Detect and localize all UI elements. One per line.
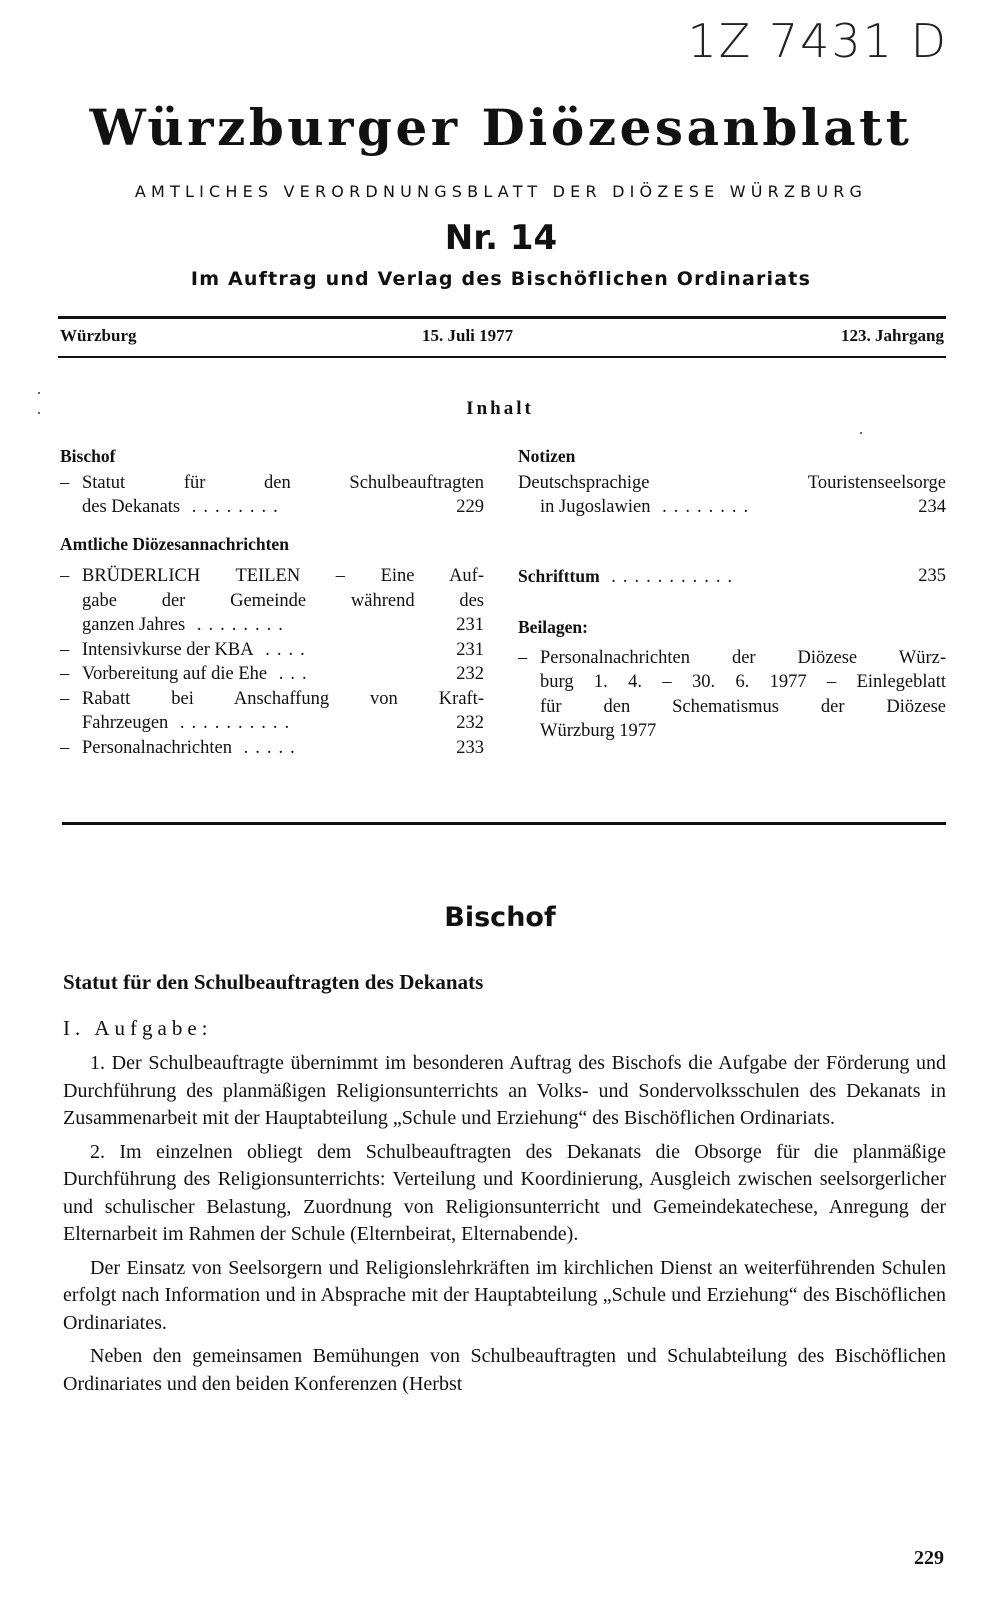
toc-entry: – BRÜDERLICH TEILEN – Eine Auf- <box>60 566 484 586</box>
dateline-place: Würzburg <box>60 326 137 345</box>
toc-page: 235 <box>918 565 946 586</box>
toc-entry: – Intensivkurse der KBA .... 231 <box>60 638 484 663</box>
publisher-line: Im Auftrag und Verlag des Bischöflichen Ordinariats <box>190 268 812 290</box>
dateline-date: 15. Juli 1977 <box>422 326 514 345</box>
issue-number: Nr. 14 <box>444 218 558 258</box>
article-body <box>63 1050 946 1404</box>
toc-group-heading: Schrifttum <box>518 565 600 586</box>
masthead-rule-top <box>58 316 946 319</box>
masthead-title: Würzburger Diözesanblatt <box>89 98 913 157</box>
toc-entry: Deutschsprachige Touristenseelsorge <box>518 472 946 493</box>
shelfmark-label: 1Z 7431 D <box>687 14 948 68</box>
toc-entry: – Rabatt bei Anschaffung von Kraft- <box>60 688 484 709</box>
toc-left-column: Bischof – Statut für den Schulbeauftragten des Dekanats ........ 229 Amtliche Diözesannachrichten – BRÜDERLICH TEILEN – Eine Auf- gabe der Gemeinde während des ganzen Jahres ........ 231 – Intensivkurse der KBA .... 231 – Vorbereitung auf die Ehe ... 232 – Rabatt bei Anschaffung von Kraft- Fahrzeugen .......... 232 – Personalnachrichten ..... 233 <box>60 444 484 760</box>
body-paragraph: Neben den gemeinsamen Bemühungen von Schulbeauftragten und Schulabteilung des Bischöflichen Ordinariates und den beiden Konferenzen (Herbst <box>63 1345 946 1395</box>
toc-page: 232 <box>456 713 484 733</box>
toc-entry: – Personalnachrichten der Diözese Würz- <box>518 647 946 668</box>
toc-entry: – Statut für den Schulbeauftragten <box>60 472 484 493</box>
toc-group-heading: Bischof <box>60 446 116 466</box>
toc-entry: – Vorbereitung auf die Ehe ... 232 <box>60 662 484 687</box>
toc-rule <box>62 822 946 825</box>
toc-group-heading: Notizen <box>518 446 576 466</box>
scan-speck <box>38 392 40 394</box>
article-subheading: I. Aufgabe: <box>63 1016 213 1040</box>
toc-entry: Schrifttum ........... 235 <box>518 565 946 587</box>
section-heading: Bischof <box>444 902 556 933</box>
toc-page: 231 <box>456 615 484 635</box>
page-number: 229 <box>914 1547 944 1569</box>
article-title: Statut für den Schulbeauftragten des Dekanats <box>63 970 484 994</box>
toc-entry: – Personalnachrichten ..... 233 <box>60 736 484 761</box>
toc-page: 229 <box>456 497 484 517</box>
body-paragraph: 2. Im einzelnen obliegt dem Schulbeauftragten des Dekanats die Obsorge für die planmäßige Durchführung des Religionsunterrichts: Verteilung und Koordinierung, Ausgleich zwischen seelsorgerlicher und schulischer Belastung, Zuordnung von Religionsunterricht und Gemeindekatechese, Anregung der Elternarbeit im Rahmen der Schule (Elternbeirat, Elternabende). <box>63 1140 946 1245</box>
dateline <box>58 326 944 352</box>
toc-heading: Inhalt <box>466 398 534 419</box>
body-paragraph: 1. Der Schulbeauftragte übernimmt im besonderen Auftrag des Bischofs die Aufgabe der Förderung und Durchführung des planmäßigen Religionsunterrichts an Volks- und Sondervolksschulen des Dekanats in Zusammenarbeit mit der Hauptabteilung „Schule und Erziehung“ des Bischöflichen Ordinariats. <box>63 1052 946 1129</box>
toc-group-heading: Beilagen: <box>518 617 588 637</box>
toc-entry-cont: des Dekanats ........ 229 <box>60 495 484 520</box>
masthead-rule-bottom <box>58 356 946 358</box>
toc-page: 231 <box>456 639 484 660</box>
toc-group-heading: Amtliche Diözesannachrichten <box>60 533 289 554</box>
toc-page: 232 <box>456 664 484 684</box>
toc-page: 233 <box>456 737 484 758</box>
toc-right-column: Notizen Deutschsprachige Touristenseelsorge in Jugoslawien ........ 234 Schrifttum ........... 235 Beilagen: – Personalnachrichten der Diözese Würz- burg 1. 4. – 30. 6. 1977 – Einlegeblatt für den Schematismus der Diözese Würzburg 1977 <box>518 446 946 741</box>
scan-speck <box>860 432 862 434</box>
toc-page: 234 <box>918 497 946 517</box>
body-paragraph: Der Einsatz von Seelsorgern und Religionslehrkräften im kirchlichen Dienst an weiterführenden Schulen erfolgt nach Information und in Absprache mit der Hauptabteilung „Schule und Erziehung“ des Bischöflichen Ordinariates. <box>63 1256 946 1334</box>
dateline-volume: 123. Jahrgang <box>841 326 944 345</box>
masthead-subtitle: AMTLICHES VERORDNUNGSBLATT DER DIÖZESE WÜRZBURG <box>134 182 868 201</box>
